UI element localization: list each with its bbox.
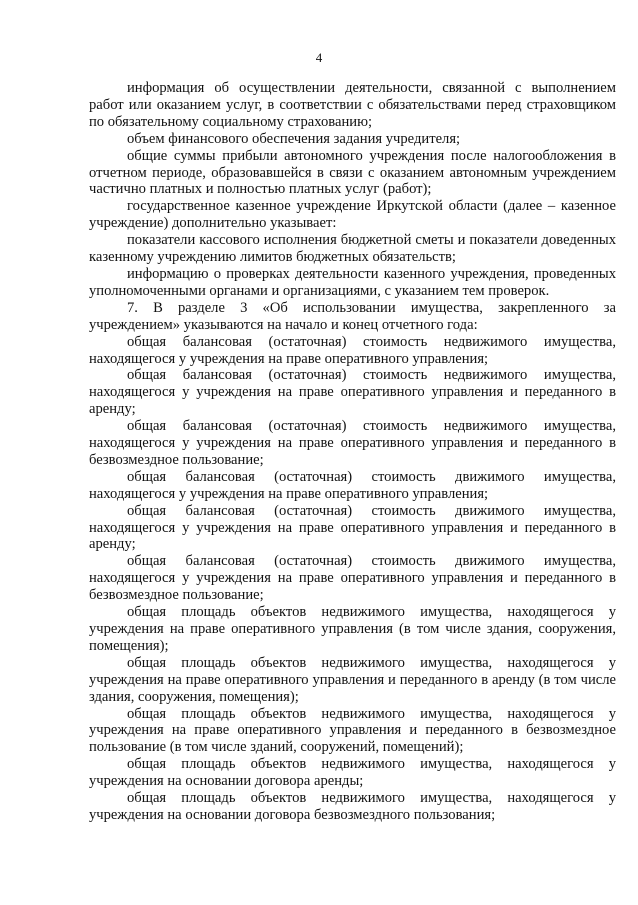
paragraph-obligations-info: информация об осуществлении деятельности, связанной с выполнением работ или оказанием услуг, в соответствии с обязательствами перед страховщиком по обязательному социальному страхованию; <box>89 80 616 130</box>
paragraph-movable-value-operational: общая балансовая (остаточная) стоимость движимого имущества, находящегося у учреждения на праве оперативного управления; <box>89 468 616 502</box>
paragraph-movable-value-free-use: общая балансовая (остаточная) стоимость движимого имущества, находящегося у учреждения на праве оперативного управления и переданного в безвозмездное пользование; <box>89 553 616 604</box>
paragraph-cash-execution: показатели кассового исполнения бюджетной сметы и показатели доведенных казенному учреждению лимитов бюджетных обязательств; <box>89 232 616 266</box>
paragraph-area-free-use-agreement: общая площадь объектов недвижимого имущества, находящегося у учреждения на основании договора безвозмездного пользования; <box>89 790 616 823</box>
page-number: 4 <box>315 50 323 65</box>
paragraph-realty-value-operational: общая балансовая (остаточная) стоимость недвижимого имущества, находящегося у учреждения на праве оперативного управления; <box>89 333 616 367</box>
paragraph-realty-value-free-use: общая балансовая (остаточная) стоимость недвижимого имущества, находящегося у учреждения на праве оперативного управления и переданного в безвозмездное пользование; <box>89 418 616 468</box>
paragraph-area-lease: общая площадь объектов недвижимого имущества, находящегося у учреждения на праве оперативного управления и переданного в аренду (в том числе здания, сооружения, помещения); <box>89 654 616 705</box>
paragraph-financial-support: объем финансового обеспечения задания учредителя; <box>127 130 461 147</box>
paragraph-area-operational: общая площадь объектов недвижимого имущества, находящегося у учреждения на праве оперативного управления (в том числе здания, сооружения, помещения); <box>89 604 616 654</box>
paragraph-area-free-use: общая площадь объектов недвижимого имущества, находящегося у учреждения на праве оперативного управления и переданного в безвозмездное пользование (в том числе зданий, сооружений, помещений); <box>89 705 616 756</box>
paragraph-profit-sums: общие суммы прибыли автономного учреждения после налогообложения в отчетном периоде, образовавшейся в связи с оказанием автономным учреждением частично платных и полностью платных услуг (работ); <box>89 147 616 198</box>
paragraph-inspections-info: информацию о проверках деятельности казенного учреждения, проведенных уполномоченными органами и организациями, с указанием тем проверок. <box>89 265 616 299</box>
paragraph-realty-value-lease: общая балансовая (остаточная) стоимость недвижимого имущества, находящегося у учреждения на праве оперативного управления и переданного в аренду; <box>89 367 616 418</box>
paragraph-area-rental-agreement: общая площадь объектов недвижимого имущества, находящегося у учреждения на основании договора аренды; <box>89 756 616 790</box>
paragraph-state-institution: государственное казенное учреждение Иркутской области (далее – казенное учреждение) дополнительно указывает: <box>89 198 616 232</box>
document-body <box>89 80 616 824</box>
paragraph-movable-value-lease: общая балансовая (остаточная) стоимость движимого имущества, находящегося у учреждения на праве оперативного управления и переданного в аренду; <box>89 502 616 553</box>
paragraph-section-3-heading: 7. В разделе 3 «Об использовании имущества, закрепленного за учреждением» указываются на начало и конец отчетного года: <box>89 299 616 333</box>
